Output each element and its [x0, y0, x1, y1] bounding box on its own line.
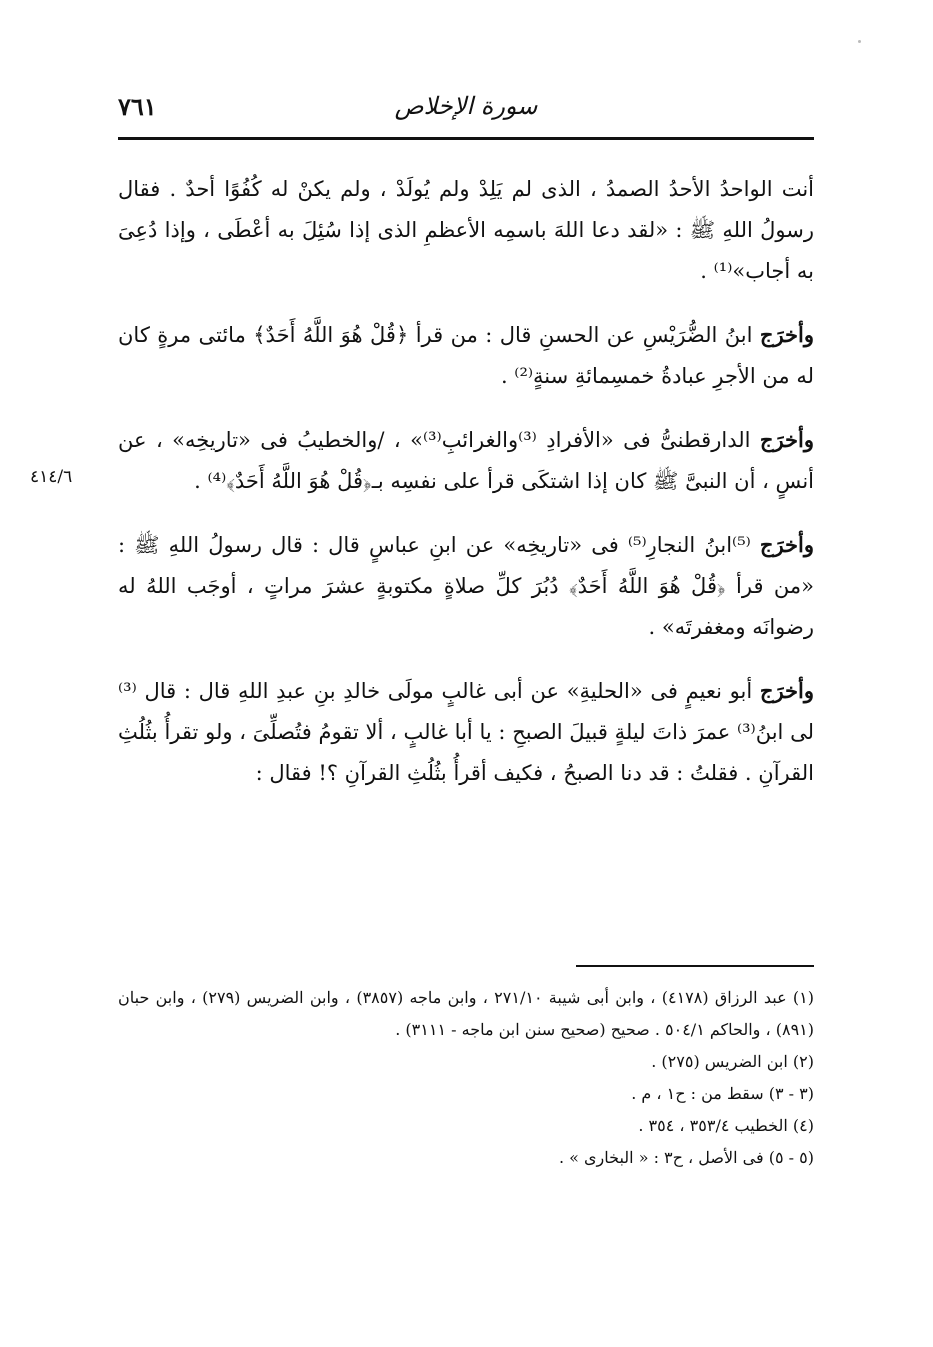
- header-rule: [118, 137, 814, 140]
- footnote-separator: [576, 965, 814, 967]
- main-text: [118, 168, 814, 816]
- footnotes: [118, 982, 814, 1174]
- paragraph-1: أنت الواحدُ الأحدُ الصمدُ ، الذى لم يَلِدْ ولم يُولَدْ ، ولم يكنْ له كُفُوًا أحدٌ . فقال رسولُ اللهِ ﷺ : «لقد دعا اللهَ باسمِه الأعظمِ الذى إذا سُئِلَ به أعْطَى ، وإذا دُعِىَ به أجاب»⁽¹⁾ .: [118, 177, 814, 283]
- footnote-4: (٤) الخطيب ٣٥٣/٤ ، ٣٥٤ .: [638, 1116, 814, 1135]
- footnote-3: (٣ - ٣) سقط من : ح١ ، م .: [631, 1084, 814, 1103]
- scan-speck: [858, 40, 861, 43]
- paragraph-3: وأخرَج الدارقطنىُّ فى «الأفرادِ ⁽³⁾والغرائبِ⁽³⁾» ، /والخطيبُ فى «تاريخِه» ، عن أنسٍ ، أن النبىَّ ﷺ كان إذا اشتكَى قرأ على نفسِه بـ﴿قُلْ هُوَ اللَّهُ أَحَدٌ﴾⁽⁴⁾ .: [118, 427, 814, 493]
- surah-title: سورة الإخلاص: [394, 92, 538, 120]
- page-number: ٧٦١: [118, 92, 157, 121]
- footnote-2: (٢) ابن الضريس (٢٧٥) .: [651, 1052, 814, 1071]
- paragraph-4: وأخرَج ⁽⁵⁾ابنُ النجارِ⁽⁵⁾ فى «تاريخِه» عن ابنِ عباسٍ قال : قال رسولُ اللهِ ﷺ : «من قرأ ﴿قُلْ هُوَ اللَّهُ أَحَدٌ﴾ دُبُرَ كلِّ صلاةٍ مكتوبةٍ عشرَ مراتٍ ، أوجَب اللهُ له رضوانَه ومغفرتَه» .: [118, 532, 814, 639]
- paragraph-2: وأخرَج ابنُ الضُّرَيْسِ عن الحسنِ قال : من قرأ ﴿قُلْ هُوَ اللَّهُ أَحَدٌ﴾ مائتى مرةٍ كان له من الأجرِ عبادةُ خمسِمائةِ سنةٍ⁽²⁾ .: [118, 322, 814, 388]
- running-header: [118, 90, 814, 132]
- footnote-1: (١) عبد الرزاق (٤١٧٨) ، وابن أبى شيبة ٢٧١/١٠ ، وابن ماجه (٣٨٥٧) ، وابن الضريس (٢٧٩) ، وابن حبان (٨٩١) ، والحاكم ٥٠٤/١ . صحيح (صحيح سنن ابن ماجه - ٣١١١) .: [118, 988, 815, 1039]
- footnote-5: (٥ - ٥) فى الأصل ، ح٣ : « البخارى » .: [558, 1148, 814, 1167]
- margin-reference: ٤١٤/٦: [30, 467, 73, 487]
- paragraph-5: وأخرَج أبو نعيمٍ فى «الحليةِ» عن أبى غالبٍ مولَى خالدِ بنِ عبدِ اللهِ قال : قال ⁽³⁾لى ابنُ⁽³⁾ عمرَ ذاتَ ليلةٍ قبيلَ الصبحِ : يا أبا غالبٍ ، ألا تقومُ فتُصلِّىَ ، ولو تقرأُ بثُلُثِ القرآنِ . فقلتُ : قد دنا الصبحُ ، فكيف أقرأُ بثُلُثِ القرآنِ ؟! فقال :: [118, 678, 814, 785]
